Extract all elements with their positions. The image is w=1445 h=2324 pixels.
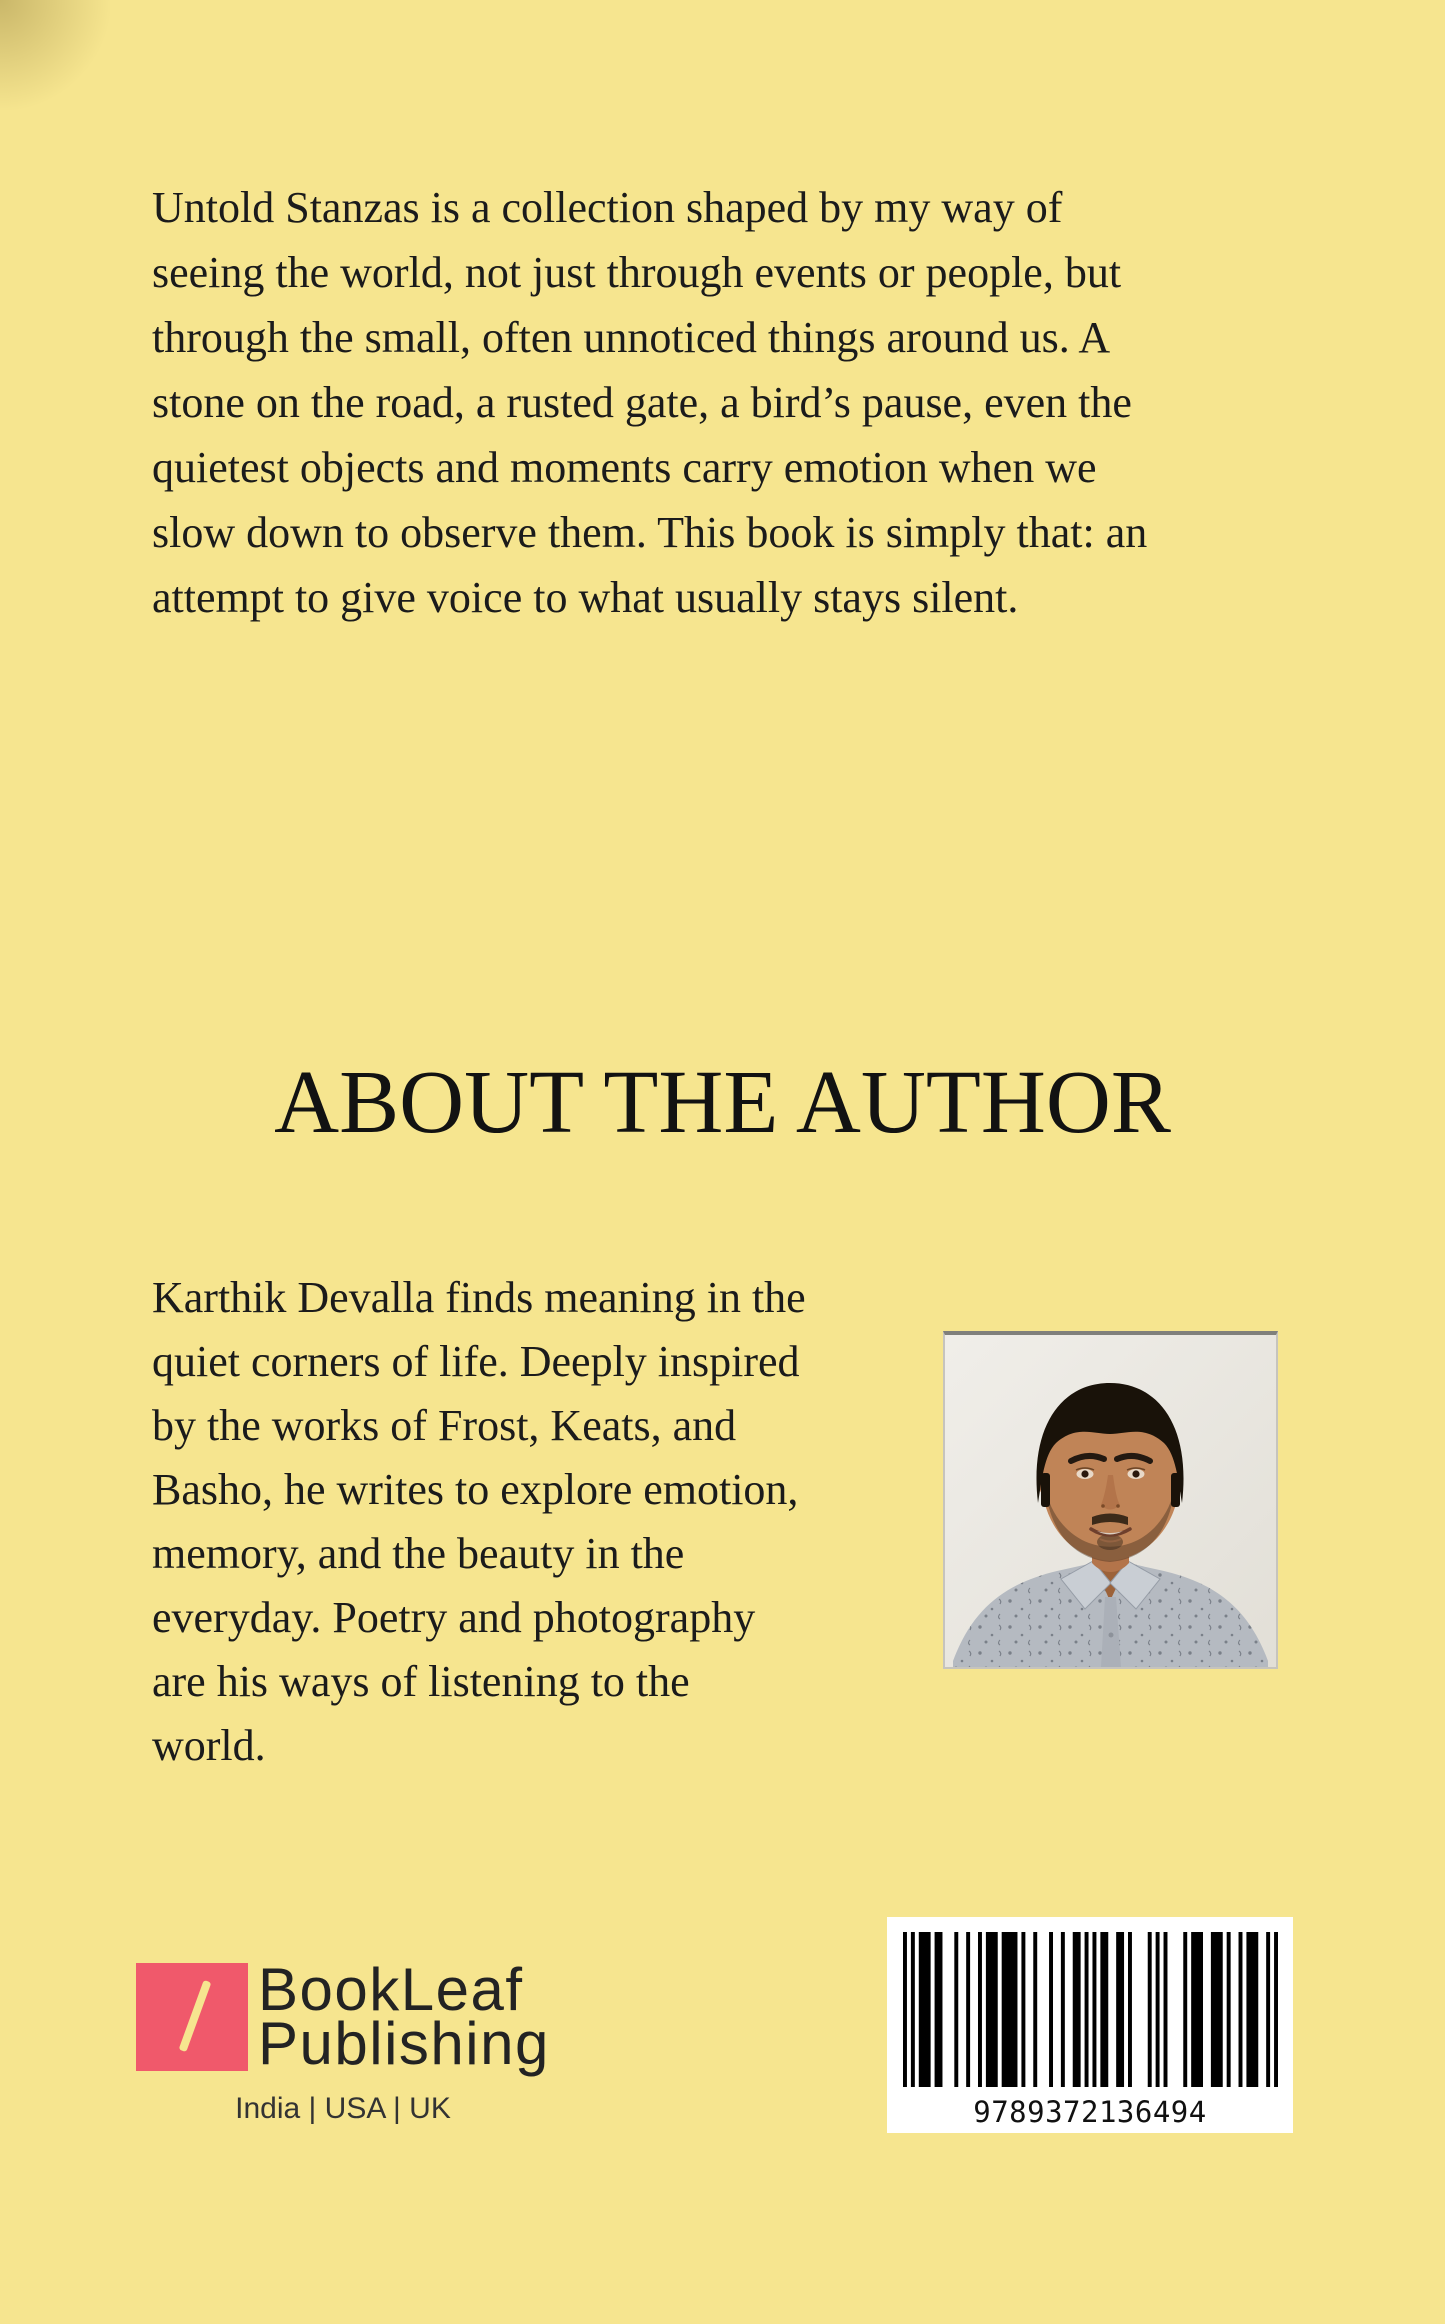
book-blurb bbox=[152, 175, 1147, 630]
bio-line: Karthik Devalla finds meaning in the bbox=[152, 1273, 806, 1322]
bio-line: world. bbox=[152, 1721, 266, 1770]
barcode-bars bbox=[903, 1932, 1278, 2087]
bio-line: everyday. Poetry and photography bbox=[152, 1593, 756, 1642]
about-the-author-heading: ABOUT THE AUTHOR bbox=[274, 1053, 1171, 1152]
blurb-line: attempt to give voice to what usually stays silent. bbox=[152, 573, 1019, 622]
author-portrait-illustration bbox=[945, 1335, 1276, 1667]
blurb-line: quietest objects and moments carry emotion when we bbox=[152, 443, 1097, 492]
corner-shade bbox=[0, 0, 110, 110]
publisher-name-line1: BookLeaf bbox=[258, 1956, 524, 2023]
author-bio bbox=[152, 1266, 806, 1778]
bio-line: Basho, he writes to explore emotion, bbox=[152, 1465, 799, 1514]
isbn-number: 9789372136494 bbox=[973, 2095, 1207, 2129]
bio-line: are his ways of listening to the bbox=[152, 1657, 690, 1706]
blurb-line: seeing the world, not just through events or people, but bbox=[152, 248, 1122, 297]
bio-line: quiet corners of life. Deeply inspired bbox=[152, 1337, 800, 1386]
blurb-line: through the small, often unnoticed things around us. A bbox=[152, 313, 1111, 362]
slash-icon bbox=[179, 1980, 212, 2052]
publisher-logo-mark bbox=[136, 1963, 248, 2071]
bio-line: by the works of Frost, Keats, and bbox=[152, 1401, 737, 1450]
blurb-line: slow down to observe them. This book is simply that: an bbox=[152, 508, 1148, 557]
publisher-regions: India | USA | UK bbox=[235, 2092, 451, 2125]
bio-line: memory, and the beauty in the bbox=[152, 1529, 685, 1578]
blurb-line: Untold Stanzas is a collection shaped by my way of bbox=[152, 183, 1063, 232]
publisher-name-line2: Publishing bbox=[258, 2010, 550, 2077]
blurb-line: stone on the road, a rusted gate, a bird’s pause, even the bbox=[152, 378, 1132, 427]
author-photo bbox=[943, 1331, 1278, 1669]
publisher-name bbox=[258, 1956, 550, 2077]
isbn-barcode bbox=[887, 1917, 1293, 2133]
